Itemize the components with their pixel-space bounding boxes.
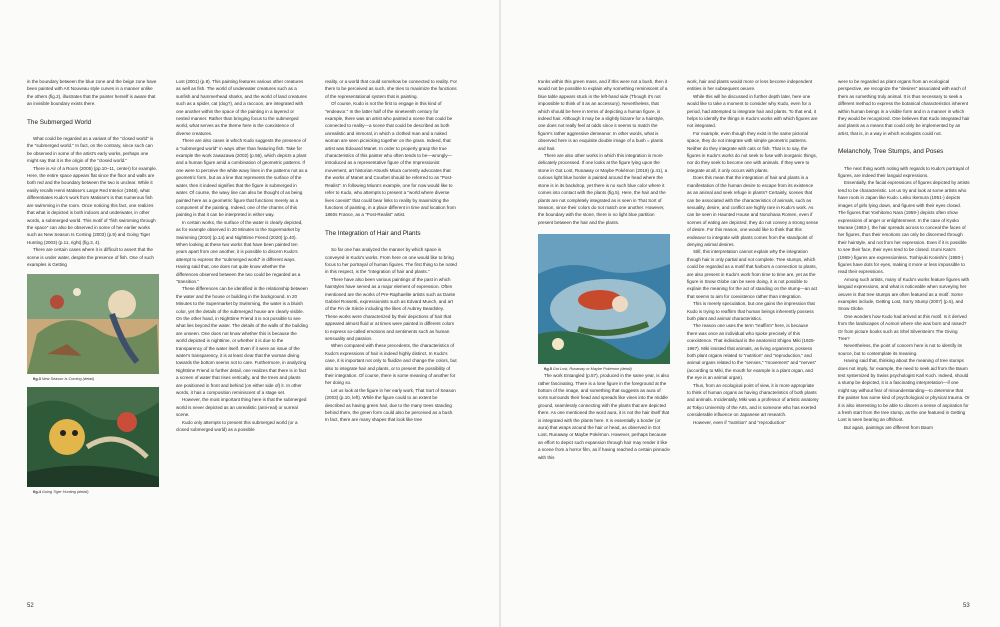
figure-5-image [538,234,670,364]
page-number-left: 52 [27,603,34,609]
paragraph: Kudo only attempts to present this submerged world (or a closed submerged world) as a possible [176,419,298,433]
paragraph: One wonders how Kudo had arrived at this motif. Is it derived from the landscapes of Aomori where she was born and raised? Or from picture books such as Shel Silverstein's The Giving Tree? [838,313,967,341]
paragraph: work, hair and plants would more or less become independent entities in her subsequent oeuvre. [687,79,813,92]
figure-3-image [27,274,159,374]
paragraph: Having said that, thinking about the meaning of tree stumps does not imply, for example, the need to seek aid from the Baum test systemized by Swiss psychologist Karl Koch. Indeed, should a stump be depicted, it is a fascinating interpretation—if one might say without fear of misunderstanding—to determine that the painter has some kind of psychological or physical trauma. Or it is also interesting to be able to discern a sense of aspiration for a fresh start from the tree stump, as the one featured in Getting Lost is seen bearing an offshoot. [838,358,970,423]
paragraph: Let us look at the figure in her early work, That Sort of Season (2003) (p.10, left). While the figure could to an extent be described as having green hair, due to the many trees standing behind them, the green form could also be perceived as a bush. In fact, there are many shapes that look like tree [325,387,456,423]
paragraph: So far one has analyzed the manner by which space is conveyed in Kudo's works. From here on one would like to bring focus to her portrayal of human figures. The first thing to be noted in this respect, is the "integration of hair and plants." [325,247,457,275]
figure-3-caption [27,377,159,382]
paragraph: Does this mean that the integration of hair and plants is a manifestation of the human desire to escape from its existence as an animal and seek refuge in plants? Certainly, scenes that can be associated with the characteristics of animals, such as sexuality, desire, and conflict are highly rare in Kudo's work. As can be seen in Haunted House and Nonohana Romen, even if scenes of eating are depicted, they do not convey a strong sense of desire. For this reason, one would like to think that this endeavor to integrate with plants comes from the standpoint of denying animal desires. [687,175,819,247]
paragraph: There are also cases in which Kudo suggests the presence of a "submerged world" in ways other than featuring fish. Take for example the work zawazawa (2002) (p.56), which depicts a plant and a human figure amid a combination of geometric patterns. If one were to perceive the white wavy lines in the patterns not as a geometric form, but as a line that represents the surface of the water, then it indeed signifies that the figure is submerged in water. Of course, the wavy line can also be thought of as being painted here as a geometric figure that functions merely as a component of the painting. Indeed, one of the charms of this painting is that it can be interpreted in either way. [176,138,308,218]
paragraph: Thus, from an ecological point of view, it is more appropriate to think of human organs as having characteristics of both plants and animals. Incidentally, Miki was a professor of artistic anatomy at Tokyo University of the Arts, and is someone who has exerted considerable influence on Japanese art research. [687,382,819,418]
paragraph: These differences can be identified in the relationship between the water and the house or building in the background. In 20 Minutes to the Supermarket by Swimming, the water is a bluish color, yet the details of the submerged house are clearly visible. On the other hand, in Nighttime Friend it is not possible to see what lies beyond the water. The details of the walls of the building are unseen. One does not know whether this is because the world depicted is nighttime, or whether it is due to the transparency of the water itself. Even if it were an issue of the water's transparency, it is at least clear that the woman diving towards the bottom seems not to care. Furthermore, in analyzing Nighttime Friend in further detail, one realizes that there is in fact a screen of water that rises vertically, and the trees and plants are positioned in front and behind (on either side of) it. In other words, it has a composition reminiscent of a stage set. [176,286,308,396]
paragraph: Of course, Kudo is not the first to engage in this kind of "endeavor." In the latter half of the nineteenth century for example, there was an artist who painted a scene that could be connected to reality—a scene that could be described as both unrealistic and immoral, in which a clothed man and a naked woman are seen picnicking together on the grass. Indeed, that artist was Édouard Manet. In order to properly grasp the true characteristics of this painter who often tends to be—wrongly—introduced as a representative figure of the Impressionist movement, art historian Atsushi Miura currently advocates that the works of Manet and Courbet should be referred to as "Post-Realist". In following Miura's example, one for now would like to refer to Kudo, who attempts to present a "world where diverse lives coexist" that could bear links to reality by maximizing the functions of painting, in a place different in time and location from 1860s France, as a "Post-Realist" artist. [325,101,456,218]
paragraph: However, even if "nutrition" and "reproduction" [693,419,786,425]
paragraph: There are certain cases where it is difficult to assert that the scene is under water, despite the presence of fish. One of such examples is Getting [27,247,154,267]
page-gutter [499,0,501,627]
paragraph: There are also other works in which this integration is more delicately processed. If one looks at the figure lying upon the stone in Got Lost, Runaway or Maybe Pokémon (2019) (p.41), a curious light blue border is painted around the head where the stone is in its backdrop, yet there is no such blue color where it comes into contact with the plants (fig.5). Here, the hair and the plants are not completely integrated as is seen in That Sort of Season, since their colors do not match one another. However, the boundary with the stone, there is no light blue partition present between the hair and the plants. [538,153,668,225]
paragraph: Among such artists, many of Kudo's works feature figures with languid expressions, and what is noticeable when surveying her oeuvre is that tree stumps are often featured as a motif. Some examples include, Getting Lost, Sorry Stump (2007) (p.5), and Snow Globe. [838,276,970,312]
paragraph: What could be regarded as a variant of the "closed world" is the "submerged world." In fact, on the contrary, since such can be observed in some of the artist's early works, perhaps one might say that it is the origin of the "closed world." [27,136,154,164]
text-column-3 [325,78,457,424]
paragraph: But again, paintings are different from Baum [844,424,933,430]
paragraph: The reason one uses the term "reaffirm" here, is because there was once an individual who spoke precisely of this coexistence. That individual is the anatomist Shigeo Miki (1925-1987). Miki insisted that animals, as living organisms, possess both plant organs related to "nutrition" and "reproduction," and animal organs related to the "senses," "movement" and "nerves" (according to Miki, the mouth for example is a plant organ, and the eye is an animal organ). [687,323,817,381]
section-heading-melancholy: Melancholy, Tree Stumps, and Poses [838,148,944,156]
text-column-5 [687,78,819,426]
figure-5-label: fig.5 [544,367,552,372]
figure-4-text: Going Tiger Hunting (detail) [41,490,89,495]
text-column-6 [838,78,970,431]
paragraph: When compared with these precedents, the characteristics of Kudo's expressions of hair is indeed highly distinct. In Kudo's case, it is important not only to fluidize and change the colors, but also to integrate hair and plants, or to present the possibility of their integration. Of course, there is some meaning of another for her doing so. [325,343,457,386]
paragraph: While this will be discussed in further depth later, here one would like to take a moment to consider why Kudo, even for a period, had attempted to integrate hair and plants. To that end, it helps to identify the things in Kudo's works with which figures are not integrated. [687,93,818,129]
text-column-1 [27,78,159,495]
paragraph: trunks within this green mass, and if this were not a bush, then it would not be possible to explain why something reminiscent of a blue table appears stuck in the left-hand side (Though it's not impossible to think of it as an accessory). Nevertheless, that which should be here in terms of depicting a human figure, is indeed hair. Although it may be a slightly bizarre for a hairstyle, one does not really feel at odds since it seems to match the figure's rather aggressive demeanor. In other words, what is observed here is an exquisite double image of a bush = plants and hair. [538,79,668,151]
figure-4-label: fig.4 [33,490,41,495]
section-heading-submerged-world: The Submerged World [27,118,92,126]
paragraph: The next thing worth noting with regards to Kudo's portrayal of figures, are indeed their languid expressions. [838,165,969,179]
paragraph: There have also been various paintings of the past in which hairstyles have served as a major element of expression. Often mentioned are the works of Pre-Raphaelite artists such as Dante Gabriel Rossetti, expressionists such as Edvard Munch, and art of the Fin de Siècle including the likes of Aubrey Beardsley. These works were characterized by their depictions of hair that appeared almost fluid or at times were painted in different colors to express so-called emotions and sentiments such as human sensuality and passion. [325,276,456,341]
paragraph: However, the most important thing here is that the submerged world is never depicted as an unrealistic (anti-real) or surreal scene. [176,397,307,418]
paragraph: reality, or a world that could somehow be connected to reality. For them to be perceived as such, she tries to maximize the functions of the representational system that is painting. [325,79,458,99]
paragraph: Lost (2001) (p.8). This painting features various other creatures as well as fish. The world of underwater creatures such as a sunfish and hammerhead sharks, and the world of land creatures such as a spider, cat (dog?), and a raccoon, are integrated with one another within the space of the painting in a layered or nested manner. Rather than bringing focus to the submerged world, what serves as the theme here is the coexistence of diverse creatures. [176,79,307,136]
figure-4-image [27,387,159,487]
paragraph: Nevertheless, the point of concern here is not to identify its source, but to contemplate its meaning. [838,343,963,356]
paragraph: In certain works, the surface of the water is clearly depicted, as for example observed in 20 Minutes to the Supermarket by Swimming (2010) (p.14) and Nighttime Friend (2020) (p.40). When looking at these two works that have been painted ten years apart from one another, it is possible to discern Kudo's attempt to express the "submerged world" in different ways. Having said that, one does not quite know whether the differences observed between the two could be regarded as a "transition." [176,219,303,284]
figure-3-text: New Season Is Coming (detail) [41,377,95,382]
paragraph: Still, this interpretation cannot explain why the integration though hair is only partial and not complete. Tree stumps, which could be regarded as a motif that harbors a connection to plants, are also present in Kudo's work from time to time are, yet as the figure in Snow Globe can be seen doing, it is not possible to explain the meaning for the act of standing on the stump—an act that seems to aim for coexistence rather than integration. [687,249,818,299]
paragraph: This is merely speculation, but one gains the impression that Kudo is trying to reaffirm that human beings inherently possess both plant and animal characteristics. [687,301,815,321]
figure-5-text: Got Lost, Runaway or Maybe Pokémon (detail) [552,367,632,372]
paragraph: The work Entangled (p.57), produced in the same year, is also rather fascinating. There is a lone figure in the foreground at the bottom of the image, and something that suggests an aura of sorts surrounds their head and spreads like vines into the middle ground, seamlessly connecting with the plants that are depicted there. As one mentioned the word aura, it is not the hair itself that is integrated with the plants here. It is essentially a border (or aura) that wraps around the hair or head, as observed in Got Lost, Runaway or Maybe Pokémon. However, perhaps because an effort to depict such expansion through hair may render it like a scene from a horror film, as if having reached a certain pinnacle with this [538,373,670,460]
figure-4-caption [27,490,159,495]
figure-3-label: fig.3 [33,377,41,382]
paragraph: were to be regarded as plant organs from an ecological perspective, we recognize the "desires" associated with each of them as something truly animal. It is thus necessary to seek a different method to express the botanical characteristics inherent within human beings in a visible form and in a manner in which they would be recognized. One believes that Kudo integrated hair and plants as a means that could only be implemented by an artist, that is, in a way in which ecologists could not. [838,79,970,136]
paragraph: For example, even though they exist in the same pictorial space, they do not integrate with simple geometric patterns. Neither do they integrate with cats or fish. That is to say, the figures in Kudo's works do not seek to fuse with inorganic things, nor do they seek to become one with animals. If they were to integrate at all, it only occurs with plants. [687,130,818,173]
section-heading-integration: The Integration of Hair and Plants [325,229,421,237]
paragraph: in the boundary between the blue zone and the beige zone have been painted with Art Nouveau style curves in a manner unlike the others (fig.2), illustrates that the painter herself is aware that an invisible boundary exists there. [27,79,157,107]
text-column-4 [538,78,670,461]
page-number-right: 53 [963,603,970,609]
paragraph: There is Air of a Room (2005) (pp.10–11, center) for example. Here, the entire space appears flat since the floor and walls are both red and the boundary between the two is unclear. While it easily recalls Henri Matisse's Large Red Interior (1948), what differentiates Kudo's work from Matisse's is that numerous fish are swimming in the room. Once noticing this fact, one realizes that what is depicted is both indoors and underwater, in other words, a submerged world. This motif of "fish swimming through the space" can also be observed in some of her earlier works such as New Season Is Coming (2003) (p.9) and Going Tiger Hunting (2003) (p.11, right) (fig.3, 4). [27,165,158,245]
paragraph: Essentially, the facial expressions of figures depicted by artists tend to be characteristic. Let us try and look at some artists who have roots in Japan like Kudo. Leiko Ikemura (1951-) depicts images of girls lying down, and figures with their eyes closed. The figures that Yoshitomo Nara (1959-) depicts often show expressions of anger or enlightenment. In the case of Kyoko Murase (1963-), the hair spreads across to conceal the faces of her figures, thus their emotions can only be discerned through their hairstyle, and not from her expression. Even if it is possible to see their face, their eyes tend to be closed. Izumi Kato's (1969-) figures are expressionless. Toshiyuki Konishi's (1980-) figures have dots for eyes, making it more or less impossible to read their expressions. [838,180,970,275]
text-column-2 [176,78,308,434]
